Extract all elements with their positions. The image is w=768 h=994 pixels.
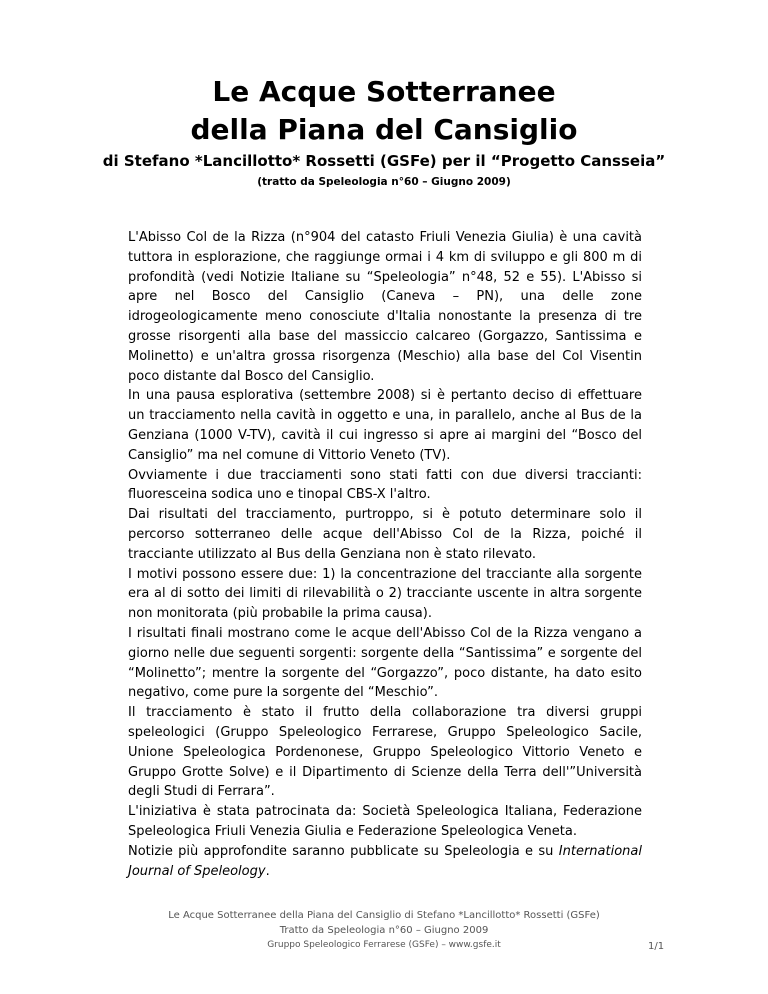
footer-line-2: Tratto da Speleologia n°60 – Giugno 2009 xyxy=(279,925,489,936)
paragraph-8: L'iniziativa è stata patrocinata da: Società Speleologica Italiana, Federazione Speleologica Friuli Venezia Giulia e Federazione Speleologica Veneta. xyxy=(128,804,642,839)
paragraph-1: L'Abisso Col de la Rizza (n°904 del catasto Friuli Venezia Giulia) è una cavità tuttora in esplorazione, che raggiunge ormai i 4 km di sviluppo e gli 800 m di profondità (vedi Notizie Italiane su “Speleologia” n°48, 52 e 55). L'Abisso si apre nel Bosco del Cansiglio (Caneva – PN), una delle zone idrogeologicamente meno conosciute d'Italia nonostante la presenza di tre grosse risorgenti alla base del massiccio calcareo (Gorgazzo, Santissima e Molinetto) e un'altra grossa risorgenza (Meschio) alla base del Col Visentin poco distante dal Bosco del Cansiglio. xyxy=(128,230,642,384)
footer-line-1: Le Acque Sotterranee della Piana del Cansiglio di Stefano *Lancillotto* Rossetti (GSFe) xyxy=(168,910,600,921)
paragraph-6: I risultati finali mostrano come le acque dell'Abisso Col de la Rizza vengano a giorno nelle due seguenti sorgenti: sorgente della “Santissima” e sorgente del “Molinetto”; mentre la sorgente del “Gorgazzo”, poco distante, ha dato esito negativo, come pure la sorgente del “Meschio”. xyxy=(128,625,642,701)
paragraph-9-text: Notizie più approfondite saranno pubblicate su Speleologia e su xyxy=(128,843,559,859)
journal-title: International Journal of Speleology xyxy=(128,843,642,879)
paragraph-4: Dai risultati del tracciamento, purtroppo, si è potuto determinare solo il percorso sotterraneo delle acque dell'Abisso Col de la Rizza, poiché il tracciante utilizzato al Bus della Genziana non è stato rilevato. xyxy=(128,507,642,562)
page-number: 1/1 xyxy=(648,941,665,952)
footer-line-3: Gruppo Speleologico Ferrarese (GSFe) – www.gsfe.it xyxy=(267,940,501,950)
source-note: (tratto da Speleologia n°60 – Giugno 2009) xyxy=(257,176,511,188)
title-line-1: Le Acque Sotterranee xyxy=(212,75,556,108)
page-footer xyxy=(100,908,668,953)
byline: di Stefano *Lancillotto* Rossetti (GSFe) per il “Progetto Cansseia” xyxy=(102,152,666,170)
paragraph-9-end: . xyxy=(265,863,270,879)
paragraph-5: I motivi possono essere due: 1) la concentrazione del tracciante alla sorgente era al di sotto dei limiti di rilevabilità o 2) tracciante uscente in altra sorgente non monitorata (più probabile la prima causa). xyxy=(128,566,642,622)
body-text xyxy=(128,228,642,881)
paragraph-9 xyxy=(128,842,642,882)
title-line-2: della Piana del Cansiglio xyxy=(190,113,578,146)
paragraph-2: In una pausa esplorativa (settembre 2008) si è pertanto deciso di effettuare un tracciamento nella cavità in oggetto e una, in parallelo, anche al Bus de la Genziana (1000 V-TV), cavità il cui ingresso si apre ai margini del “Bosco del Cansiglio” ma nel comune di Vittorio Veneto (TV). xyxy=(128,388,642,463)
paragraph-7: Il tracciamento è stato il frutto della collaborazione tra diversi gruppi speleologici (Gruppo Speleologico Ferrarese, Gruppo Speleologico Sacile, Unione Speleologica Pordenonese, Gruppo Speleologico Vittorio Veneto e Gruppo Grotte Solve) e il Dipartimento di Scienze della Terra dell'”Università degli Studi di Ferrara”. xyxy=(128,705,642,800)
paragraph-3: Ovviamente i due tracciamenti sono stati fatti con due diversi traccianti: fluoresceina sodica uno e tinopal CBS-X l'altro. xyxy=(128,467,642,503)
